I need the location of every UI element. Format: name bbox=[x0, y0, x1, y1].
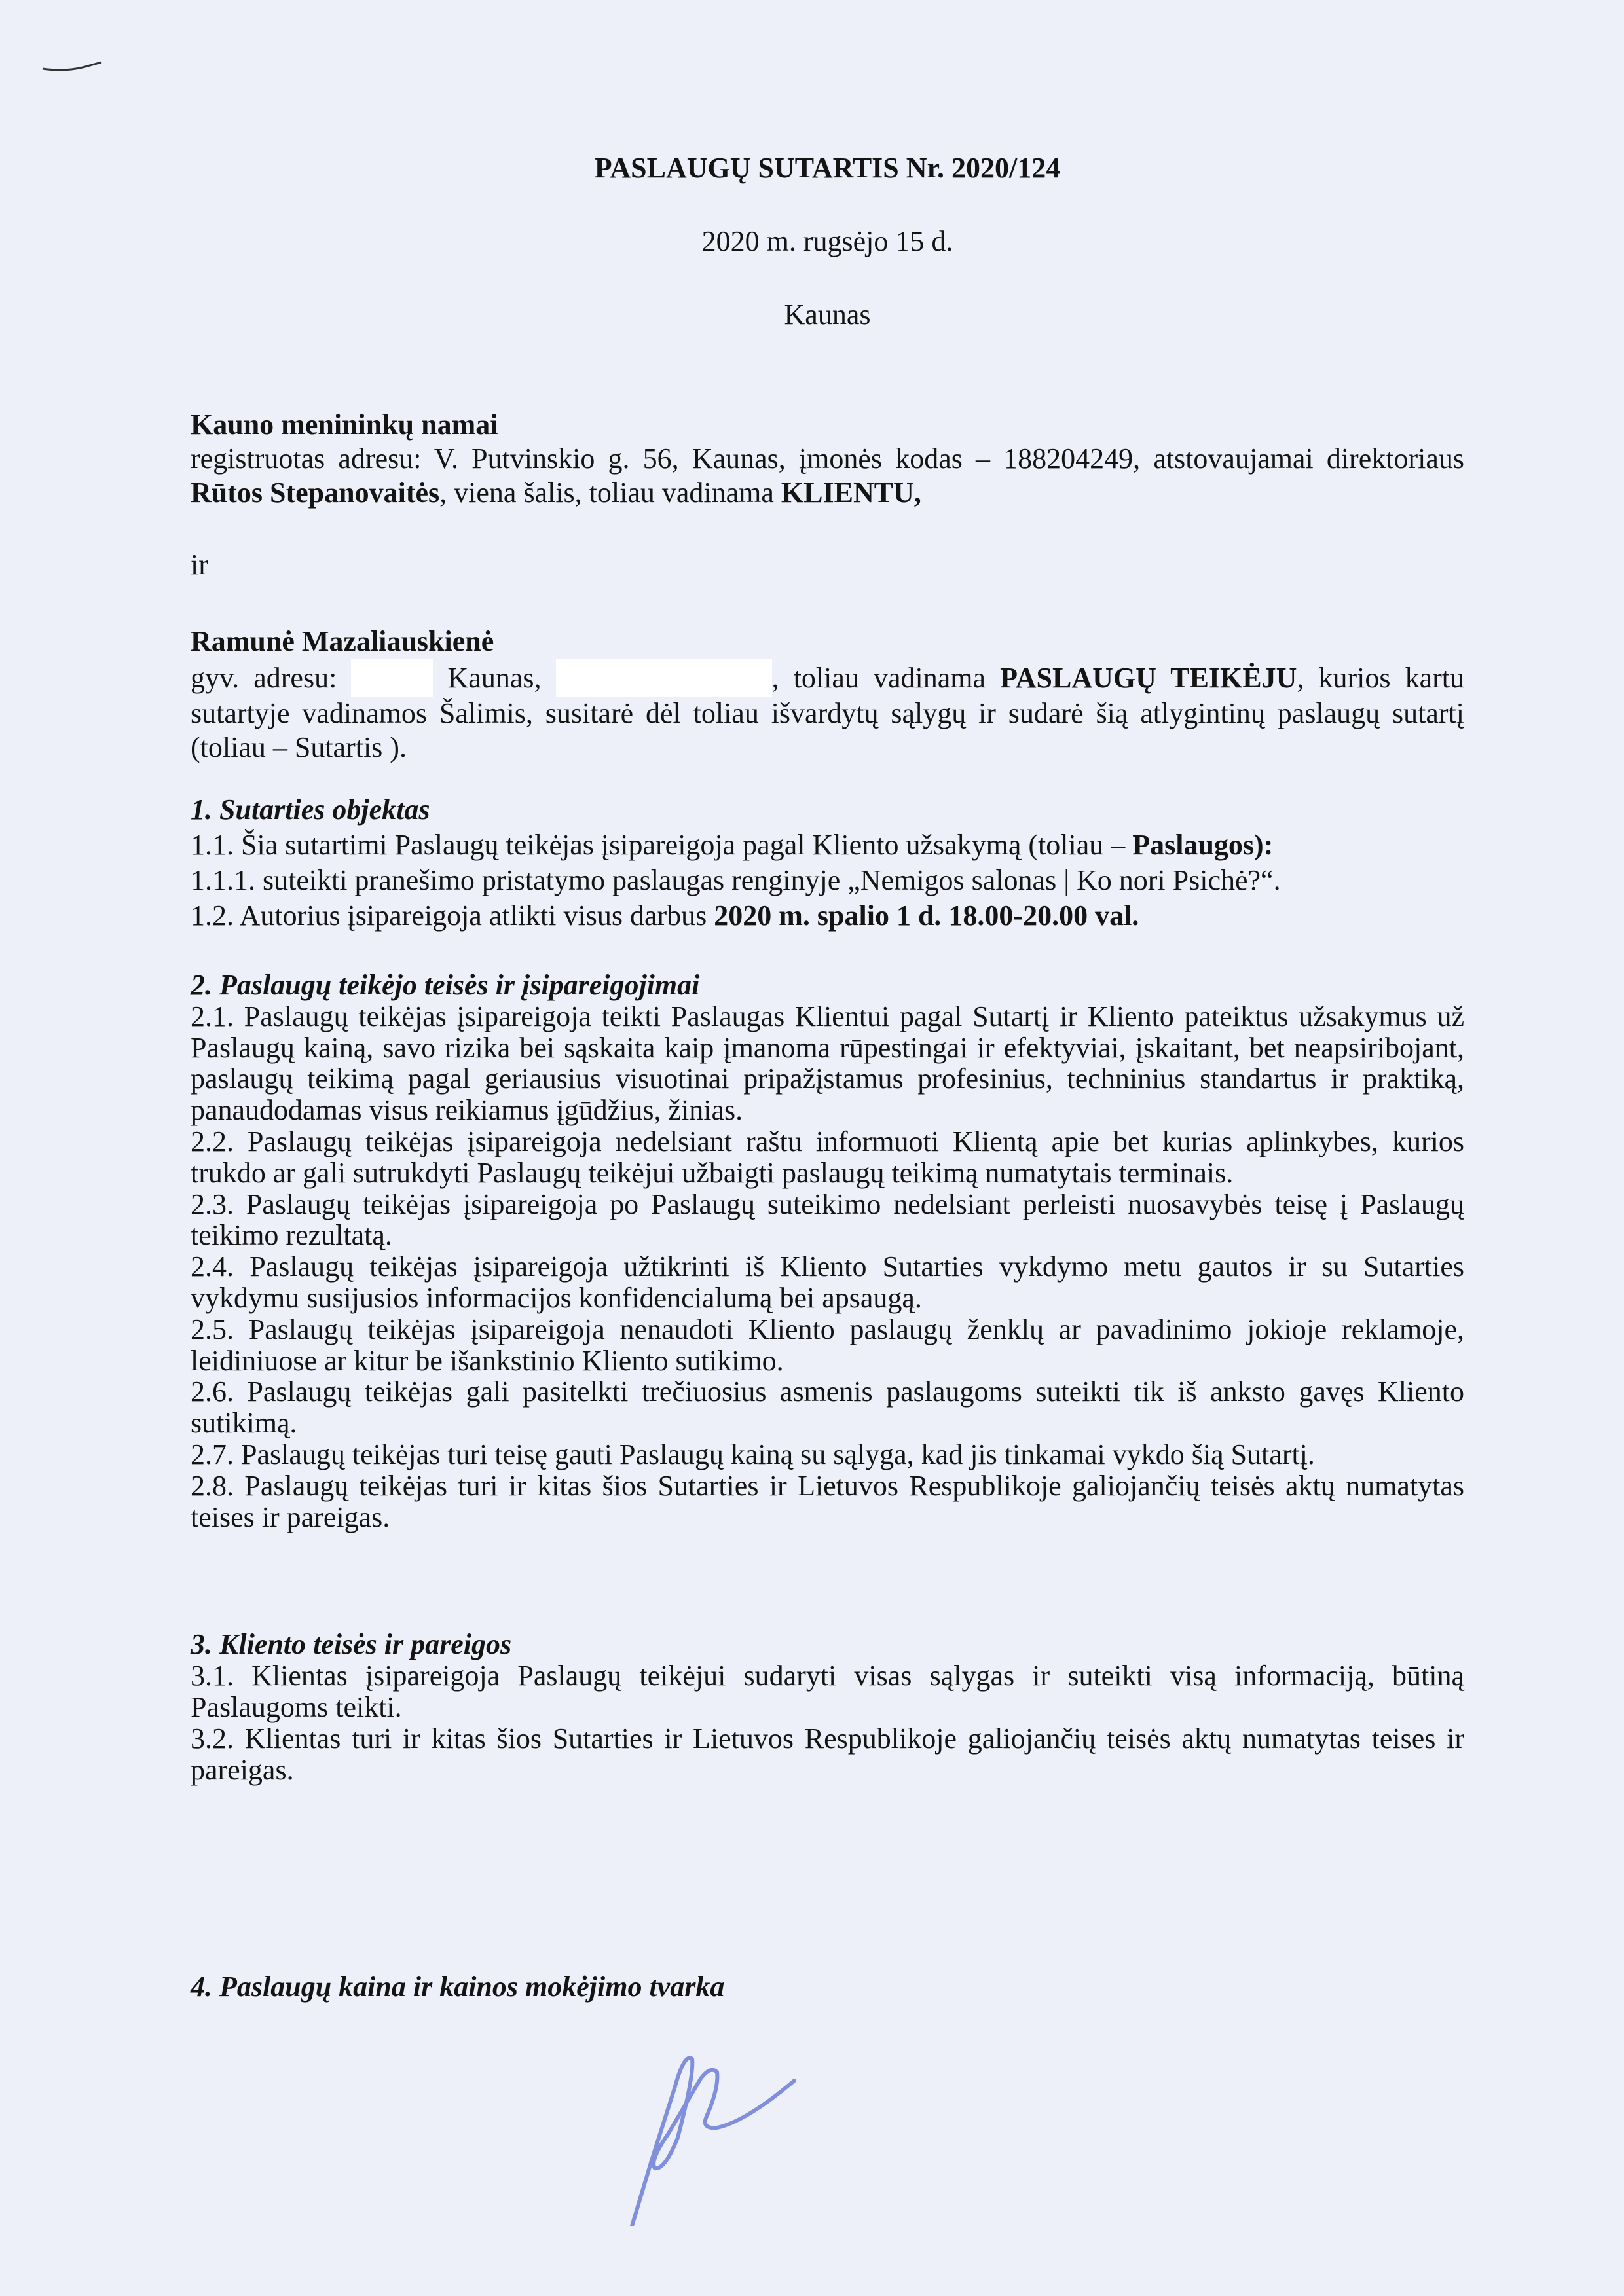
redacted-street bbox=[351, 659, 433, 697]
client-address: registruotas adresu: V. Putvinskio g. 56, Kaunas, įmonės kodas – 188204249, atstovaujamai direktoriaus bbox=[191, 443, 1464, 475]
clause-text: 1.1. Šia sutartimi Paslaugų teikėjas įsipareigoja pagal Kliento užsakymą (toliau – bbox=[191, 829, 1133, 861]
clause: 2.6. Paslaugų teikėjas gali pasitelkti trečiuosius asmenis paslaugoms suteikti tik iš anksto gavęs Kliento sutikimą. bbox=[191, 1376, 1464, 1440]
director-name: Rūtos Stepanovaitės bbox=[191, 477, 440, 509]
conjunction: ir bbox=[191, 549, 208, 581]
section-2 bbox=[191, 970, 1464, 1533]
clause: 2.2. Paslaugų teikėjas įsipareigoja nedelsiant raštu informuoti Klientą apie bet kurias aplinkybes, kurios trukdo ar gali sutrukdyti Paslaugų teikėjui užbaigti paslaugų teikimą numatytais terminais. bbox=[191, 1125, 1464, 1189]
clause-bold: Paslaugos): bbox=[1132, 829, 1274, 861]
party-provider bbox=[191, 625, 1464, 765]
signature bbox=[589, 2030, 851, 2226]
provider-text-rest: , kurios kartu sutartyje vadinamos Šalimis, susitarė dėl toliau išvardytų sąlygų ir sudarė šią atlygintinų paslaugų sutartį (toliau – Sutartis ). bbox=[191, 662, 1465, 763]
section-heading: 3. Kliento teisės ir pareigos bbox=[191, 1628, 512, 1660]
clause-1-2 bbox=[191, 898, 1464, 934]
party-client bbox=[191, 408, 1464, 510]
clause: 3.1. Klientas įsipareigoja Paslaugų teikėjui sudaryti visas sąlygas ir suteikti visą informaciją, būtiną Paslaugoms teikti. bbox=[191, 1660, 1464, 1723]
section-heading: 4. Paslaugų kaina ir kainos mokėjimo tvarka bbox=[191, 1971, 725, 2003]
clause: 2.5. Paslaugų teikėjas įsipareigoja nenaudoti Kliento paslaugų ženklų ar pavadinimo jokioje reklamoje, leidiniuose ar kitur be išankstinio Kliento sutikimo. bbox=[191, 1313, 1464, 1377]
document-title: PASLAUGŲ SUTARTIS Nr. 2020/124 bbox=[594, 152, 1061, 184]
clause-text: 1.2. Autorius įsipareigoja atlikti visus darbus bbox=[191, 900, 714, 932]
section-4 bbox=[191, 1971, 1464, 2003]
clause-bold: 2020 m. spalio 1 d. 18.00-20.00 val. bbox=[714, 900, 1139, 932]
address-city: Kaunas, bbox=[447, 662, 542, 694]
clause: 3.2. Klientas turi ir kitas šios Sutarties ir Lietuvos Respublikoje galiojančių teisės aktų numatytas teises ir pareigas. bbox=[191, 1722, 1464, 1786]
section-heading: 1. Sutarties objektas bbox=[191, 793, 430, 826]
clause: 2.8. Paslaugų teikėjas turi ir kitas šios Sutarties ir Lietuvos Respublikoje galiojančių teisės aktų numatytas teises ir pareigas. bbox=[191, 1469, 1464, 1533]
provider-name: Ramunė Mazaliauskienė bbox=[191, 625, 494, 657]
clause: 2.1. Paslaugų teikėjas įsipareigoja teikti Paslaugas Klientui pagal Sutartį ir Kliento pateiktus užsakymus už Paslaugų kainą, savo rizika bei sąskaita kaip įmanoma rūpestingai ir efektyviai, įskaitant, bet neapsiribojant, paslaugų teikimą pagal geriausius visuotinai pripažįstamus profesinius, techninius standartus ir praktiką, panaudodamas visus reikiamus įgūdžius, žinias. bbox=[191, 1000, 1464, 1127]
address-label: gyv. adresu: bbox=[191, 662, 337, 694]
document-date: 2020 m. rugsėjo 15 d. bbox=[701, 225, 953, 257]
provider-role: PASLAUGŲ TEIKĖJU bbox=[1000, 662, 1297, 694]
client-text: , viena šalis, toliau vadinama bbox=[439, 477, 781, 509]
clause: 2.7. Paslaugų teikėjas turi teisę gauti Paslaugų kainą su sąlyga, kad jis tinkamai vykdo šią Sutartį. bbox=[191, 1438, 1315, 1470]
provider-text: , toliau vadinama bbox=[771, 662, 1001, 694]
section-1 bbox=[191, 792, 1464, 934]
redacted-address bbox=[556, 659, 772, 697]
section-3 bbox=[191, 1629, 1464, 1786]
clause: 2.3. Paslaugų teikėjas įsipareigoja po Paslaugų suteikimo nedelsiant perleisti nuosavybės teisę į Paslaugų teikimo rezultatą. bbox=[191, 1188, 1464, 1252]
clause: 2.4. Paslaugų teikėjas įsipareigoja užtikrinti iš Kliento Sutarties vykdymo metu gautos ir su Sutarties vykdymu susijusios informacijos konfidencialumą bei apsaugą. bbox=[191, 1250, 1464, 1314]
document-city: Kaunas bbox=[784, 299, 871, 331]
clause-1-1 bbox=[191, 828, 1464, 863]
pen-mark bbox=[39, 52, 118, 79]
client-representative bbox=[191, 476, 1464, 510]
provider-address bbox=[191, 659, 1464, 765]
section-heading: 2. Paslaugų teikėjo teisės ir įsipareigojimai bbox=[191, 969, 700, 1001]
clause-1-1-1: 1.1.1. suteikti pranešimo pristatymo paslaugas renginyje „Nemigos salonas | Ko nori Psichė?“. bbox=[191, 864, 1281, 896]
client-name: Kauno menininkų namai bbox=[191, 409, 498, 441]
client-role: KLIENTU, bbox=[781, 477, 921, 509]
